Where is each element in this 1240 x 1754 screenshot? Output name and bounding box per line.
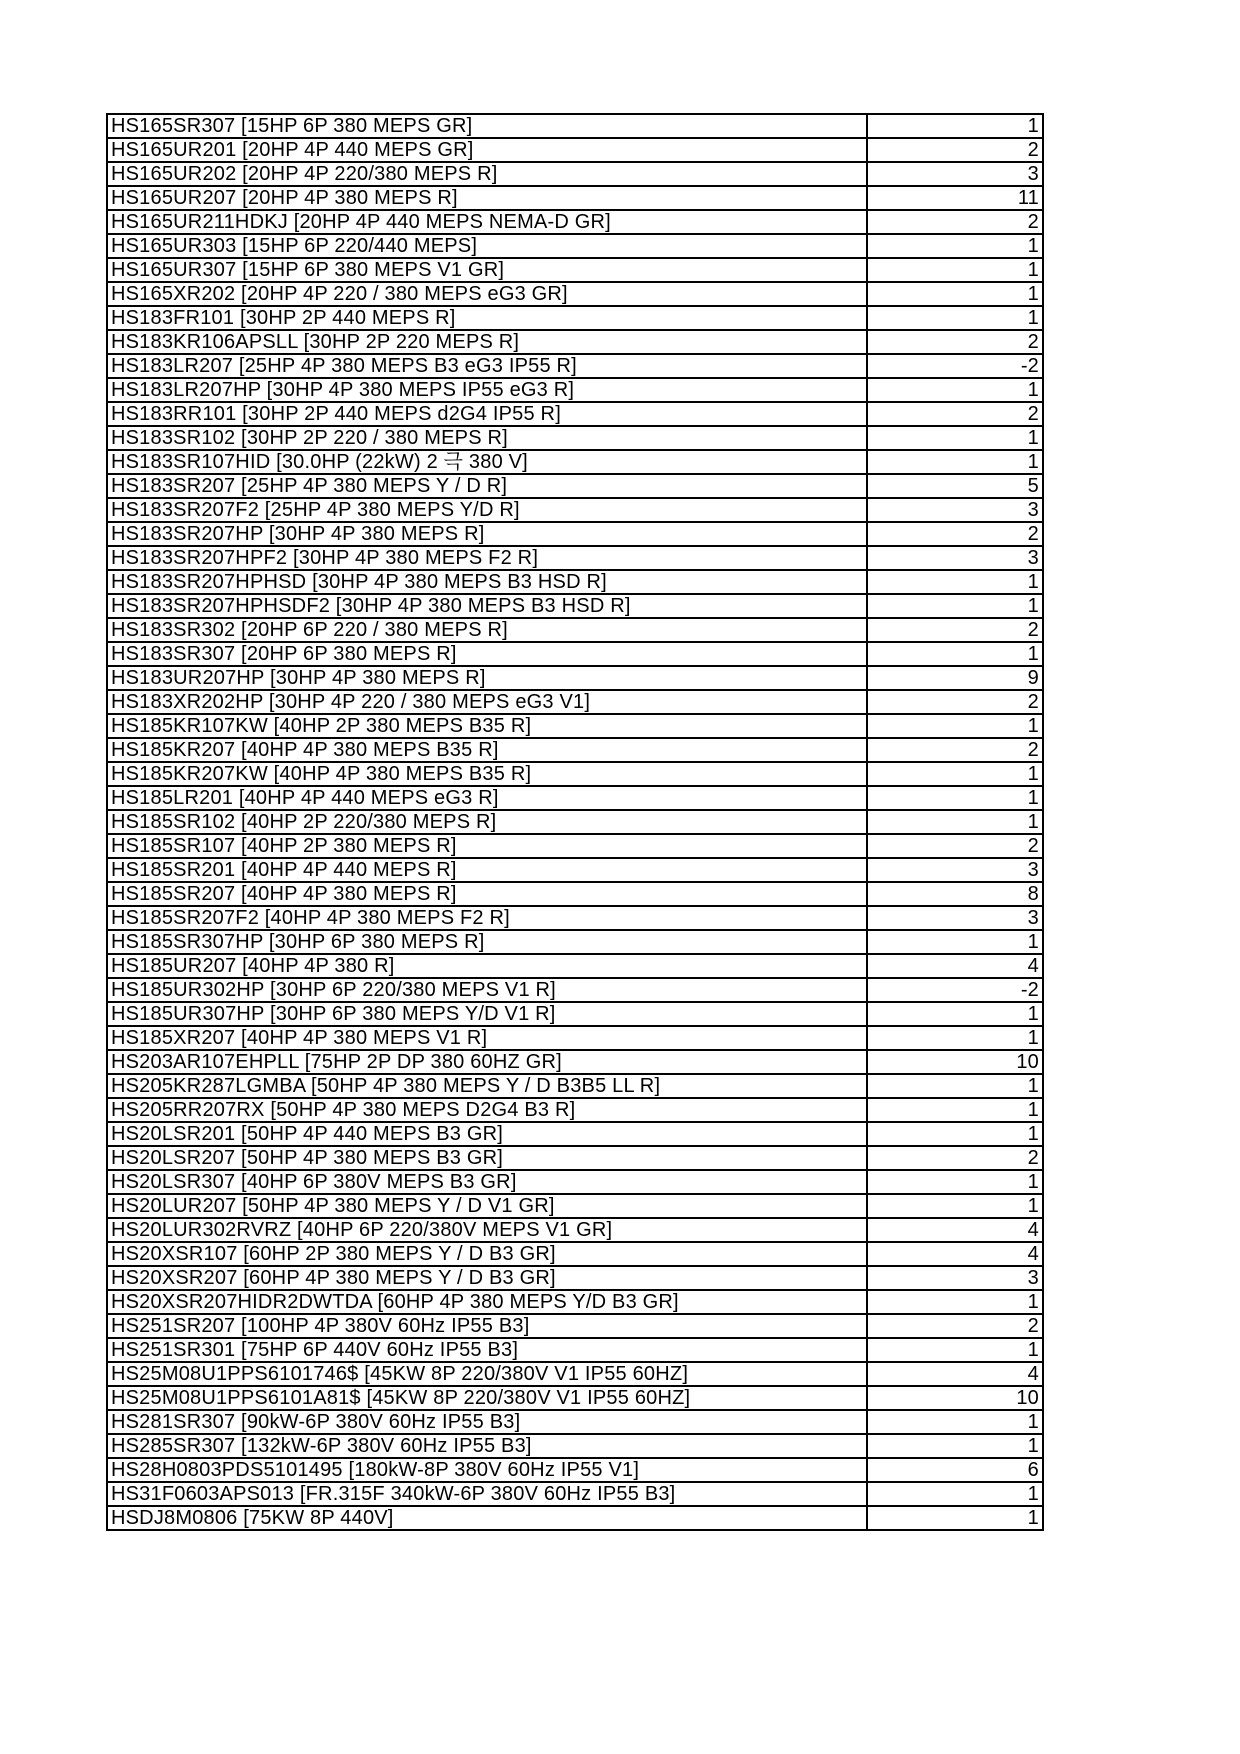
quantity-cell: 3	[867, 498, 1043, 522]
item-description-cell: HS183LR207HP [30HP 4P 380 MEPS IP55 eG3 R]	[107, 378, 867, 402]
item-description-cell: HS203AR107EHPLL [75HP 2P DP 380 60HZ GR]	[107, 1050, 867, 1074]
table-row	[107, 714, 1043, 738]
quantity-cell: 1	[867, 378, 1043, 402]
item-description-cell: HSDJ8M0806 [75KW 8P 440V]	[107, 1506, 867, 1530]
table-row	[107, 1506, 1043, 1530]
table-row	[107, 1386, 1043, 1410]
table-row	[107, 1074, 1043, 1098]
quantity-cell: 1	[867, 810, 1043, 834]
quantity-cell: 2	[867, 210, 1043, 234]
quantity-cell: 2	[867, 690, 1043, 714]
quantity-cell: 3	[867, 162, 1043, 186]
item-description-cell: HS183SR207 [25HP 4P 380 MEPS Y / D R]	[107, 474, 867, 498]
quantity-cell: 1	[867, 114, 1043, 138]
table-row	[107, 1482, 1043, 1506]
item-description-cell: HS251SR301 [75HP 6P 440V 60Hz IP55 B3]	[107, 1338, 867, 1362]
item-description-cell: HS183SR207HPHSDF2 [30HP 4P 380 MEPS B3 HSD R]	[107, 594, 867, 618]
table-row	[107, 618, 1043, 642]
quantity-cell: 2	[867, 738, 1043, 762]
table-row	[107, 498, 1043, 522]
item-description-cell: HS25M08U1PPS6101746$ [45KW 8P 220/380V V1 IP55 60HZ]	[107, 1362, 867, 1386]
quantity-cell: 5	[867, 474, 1043, 498]
item-description-cell: HS185XR207 [40HP 4P 380 MEPS V1 R]	[107, 1026, 867, 1050]
quantity-cell: -2	[867, 978, 1043, 1002]
table-row	[107, 426, 1043, 450]
quantity-cell: 2	[867, 1314, 1043, 1338]
quantity-cell: 1	[867, 762, 1043, 786]
quantity-cell: 4	[867, 954, 1043, 978]
quantity-cell: 1	[867, 1482, 1043, 1506]
item-description-cell: HS183KR106APSLL [30HP 2P 220 MEPS R]	[107, 330, 867, 354]
quantity-cell: 1	[867, 1074, 1043, 1098]
table-row	[107, 738, 1043, 762]
item-description-cell: HS185UR307HP [30HP 6P 380 MEPS Y/D V1 R]	[107, 1002, 867, 1026]
quantity-cell: 10	[867, 1386, 1043, 1410]
table-row	[107, 522, 1043, 546]
quantity-cell: 3	[867, 858, 1043, 882]
quantity-cell: 2	[867, 1146, 1043, 1170]
item-description-cell: HS185UR302HP [30HP 6P 220/380 MEPS V1 R]	[107, 978, 867, 1002]
quantity-cell: 1	[867, 642, 1043, 666]
table-row	[107, 1434, 1043, 1458]
item-description-cell: HS205RR207RX [50HP 4P 380 MEPS D2G4 B3 R]	[107, 1098, 867, 1122]
table-row	[107, 234, 1043, 258]
item-description-cell: HS183SR102 [30HP 2P 220 / 380 MEPS R]	[107, 426, 867, 450]
item-description-cell: HS185SR307HP [30HP 6P 380 MEPS R]	[107, 930, 867, 954]
table-row	[107, 594, 1043, 618]
table-row	[107, 1098, 1043, 1122]
table-row	[107, 1170, 1043, 1194]
item-description-cell: HS31F0603APS013 [FR.315F 340kW-6P 380V 60Hz IP55 B3]	[107, 1482, 867, 1506]
table-row	[107, 666, 1043, 690]
item-description-cell: HS285SR307 [132kW-6P 380V 60Hz IP55 B3]	[107, 1434, 867, 1458]
item-description-cell: HS185SR207F2 [40HP 4P 380 MEPS F2 R]	[107, 906, 867, 930]
table-row	[107, 1290, 1043, 1314]
quantity-cell: 2	[867, 138, 1043, 162]
quantity-cell: 1	[867, 426, 1043, 450]
quantity-cell: 1	[867, 1098, 1043, 1122]
table-row	[107, 1266, 1043, 1290]
table-row	[107, 810, 1043, 834]
table-row	[107, 1218, 1043, 1242]
quantity-cell: -2	[867, 354, 1043, 378]
item-description-cell: HS165UR307 [15HP 6P 380 MEPS V1 GR]	[107, 258, 867, 282]
table-row	[107, 1002, 1043, 1026]
item-description-cell: HS185KR107KW [40HP 2P 380 MEPS B35 R]	[107, 714, 867, 738]
quantity-cell: 1	[867, 1026, 1043, 1050]
item-description-cell: HS183SR207F2 [25HP 4P 380 MEPS Y/D R]	[107, 498, 867, 522]
quantity-cell: 1	[867, 930, 1043, 954]
quantity-cell: 1	[867, 1170, 1043, 1194]
quantity-cell: 1	[867, 1290, 1043, 1314]
table-row	[107, 1362, 1043, 1386]
item-description-cell: HS183SR107HID [30.0HP (22kW) 2 극 380 V]	[107, 450, 867, 474]
table-row	[107, 1314, 1043, 1338]
item-description-cell: HS183RR101 [30HP 2P 440 MEPS d2G4 IP55 R]	[107, 402, 867, 426]
table-row	[107, 882, 1043, 906]
table-row	[107, 378, 1043, 402]
quantity-cell: 1	[867, 234, 1043, 258]
item-description-cell: HS20LSR201 [50HP 4P 440 MEPS B3 GR]	[107, 1122, 867, 1146]
quantity-cell: 1	[867, 594, 1043, 618]
quantity-cell: 1	[867, 306, 1043, 330]
quantity-cell: 1	[867, 570, 1043, 594]
table-row	[107, 282, 1043, 306]
item-description-cell: HS20LSR307 [40HP 6P 380V MEPS B3 GR]	[107, 1170, 867, 1194]
item-description-cell: HS25M08U1PPS6101A81$ [45KW 8P 220/380V V1 IP55 60HZ]	[107, 1386, 867, 1410]
table-row	[107, 786, 1043, 810]
item-description-cell: HS183LR207 [25HP 4P 380 MEPS B3 eG3 IP55 R]	[107, 354, 867, 378]
table-row	[107, 210, 1043, 234]
table-row	[107, 1458, 1043, 1482]
item-description-cell: HS183XR202HP [30HP 4P 220 / 380 MEPS eG3 V1]	[107, 690, 867, 714]
table-row	[107, 1050, 1043, 1074]
quantity-cell: 8	[867, 882, 1043, 906]
table-row	[107, 306, 1043, 330]
table-row	[107, 1410, 1043, 1434]
item-description-cell: HS28H0803PDS5101495 [180kW-8P 380V 60Hz IP55 V1]	[107, 1458, 867, 1482]
item-description-cell: HS185KR207 [40HP 4P 380 MEPS B35 R]	[107, 738, 867, 762]
item-description-cell: HS165UR202 [20HP 4P 220/380 MEPS R]	[107, 162, 867, 186]
quantity-cell: 1	[867, 282, 1043, 306]
inventory-table-body	[107, 114, 1043, 1530]
table-row	[107, 642, 1043, 666]
table-row	[107, 690, 1043, 714]
table-row	[107, 354, 1043, 378]
item-description-cell: HS185LR201 [40HP 4P 440 MEPS eG3 R]	[107, 786, 867, 810]
table-row	[107, 762, 1043, 786]
table-row	[107, 906, 1043, 930]
table-row	[107, 162, 1043, 186]
item-description-cell: HS205KR287LGMBA [50HP 4P 380 MEPS Y / D B3B5 LL R]	[107, 1074, 867, 1098]
table-row	[107, 114, 1043, 138]
quantity-cell: 9	[867, 666, 1043, 690]
item-description-cell: HS183SR302 [20HP 6P 220 / 380 MEPS R]	[107, 618, 867, 642]
quantity-cell: 1	[867, 1506, 1043, 1530]
quantity-cell: 1	[867, 258, 1043, 282]
table-row	[107, 1242, 1043, 1266]
item-description-cell: HS183SR207HPF2 [30HP 4P 380 MEPS F2 R]	[107, 546, 867, 570]
table-row	[107, 1122, 1043, 1146]
quantity-cell: 1	[867, 450, 1043, 474]
quantity-cell: 4	[867, 1242, 1043, 1266]
table-row	[107, 1026, 1043, 1050]
item-description-cell: HS20LSR207 [50HP 4P 380 MEPS B3 GR]	[107, 1146, 867, 1170]
table-row	[107, 1194, 1043, 1218]
quantity-cell: 4	[867, 1218, 1043, 1242]
table-row	[107, 978, 1043, 1002]
item-description-cell: HS165UR201 [20HP 4P 440 MEPS GR]	[107, 138, 867, 162]
item-description-cell: HS251SR207 [100HP 4P 380V 60Hz IP55 B3]	[107, 1314, 867, 1338]
item-description-cell: HS183SR307 [20HP 6P 380 MEPS R]	[107, 642, 867, 666]
quantity-cell: 1	[867, 786, 1043, 810]
quantity-cell: 4	[867, 1362, 1043, 1386]
quantity-cell: 1	[867, 1194, 1043, 1218]
quantity-cell: 2	[867, 522, 1043, 546]
quantity-cell: 3	[867, 546, 1043, 570]
item-description-cell: HS183SR207HP [30HP 4P 380 MEPS R]	[107, 522, 867, 546]
quantity-cell: 3	[867, 1266, 1043, 1290]
table-row	[107, 954, 1043, 978]
table-row	[107, 930, 1043, 954]
quantity-cell: 2	[867, 618, 1043, 642]
item-description-cell: HS20LUR207 [50HP 4P 380 MEPS Y / D V1 GR]	[107, 1194, 867, 1218]
item-description-cell: HS20XSR207HIDR2DWTDA [60HP 4P 380 MEPS Y/D B3 GR]	[107, 1290, 867, 1314]
quantity-cell: 1	[867, 1122, 1043, 1146]
item-description-cell: HS165UR303 [15HP 6P 220/440 MEPS]	[107, 234, 867, 258]
table-row	[107, 858, 1043, 882]
item-description-cell: HS185SR107 [40HP 2P 380 MEPS R]	[107, 834, 867, 858]
item-description-cell: HS165UR207 [20HP 4P 380 MEPS R]	[107, 186, 867, 210]
table-row	[107, 138, 1043, 162]
item-description-cell: HS185SR207 [40HP 4P 380 MEPS R]	[107, 882, 867, 906]
quantity-cell: 11	[867, 186, 1043, 210]
item-description-cell: HS183SR207HPHSD [30HP 4P 380 MEPS B3 HSD R]	[107, 570, 867, 594]
quantity-cell: 1	[867, 1002, 1043, 1026]
quantity-cell: 1	[867, 1410, 1043, 1434]
item-description-cell: HS185KR207KW [40HP 4P 380 MEPS B35 R]	[107, 762, 867, 786]
table-row	[107, 834, 1043, 858]
table-row	[107, 546, 1043, 570]
table-row	[107, 450, 1043, 474]
quantity-cell: 2	[867, 834, 1043, 858]
table-row	[107, 1338, 1043, 1362]
quantity-cell: 3	[867, 906, 1043, 930]
item-description-cell: HS20XSR207 [60HP 4P 380 MEPS Y / D B3 GR]	[107, 1266, 867, 1290]
item-description-cell: HS281SR307 [90kW-6P 380V 60Hz IP55 B3]	[107, 1410, 867, 1434]
item-description-cell: HS185SR201 [40HP 4P 440 MEPS R]	[107, 858, 867, 882]
item-description-cell: HS165UR211HDKJ [20HP 4P 440 MEPS NEMA-D GR]	[107, 210, 867, 234]
item-description-cell: HS185SR102 [40HP 2P 220/380 MEPS R]	[107, 810, 867, 834]
table-row	[107, 1146, 1043, 1170]
quantity-cell: 1	[867, 1434, 1043, 1458]
item-description-cell: HS165XR202 [20HP 4P 220 / 380 MEPS eG3 GR]	[107, 282, 867, 306]
quantity-cell: 1	[867, 1338, 1043, 1362]
item-description-cell: HS185UR207 [40HP 4P 380 R]	[107, 954, 867, 978]
item-description-cell: HS20LUR302RVRZ [40HP 6P 220/380V MEPS V1 GR]	[107, 1218, 867, 1242]
table-row	[107, 186, 1043, 210]
table-row	[107, 258, 1043, 282]
item-description-cell: HS183UR207HP [30HP 4P 380 MEPS R]	[107, 666, 867, 690]
quantity-cell: 1	[867, 714, 1043, 738]
quantity-cell: 2	[867, 402, 1043, 426]
table-row	[107, 570, 1043, 594]
item-description-cell: HS20XSR107 [60HP 2P 380 MEPS Y / D B3 GR]	[107, 1242, 867, 1266]
quantity-cell: 2	[867, 330, 1043, 354]
quantity-cell: 10	[867, 1050, 1043, 1074]
inventory-table	[106, 113, 1044, 1531]
table-row	[107, 330, 1043, 354]
table-row	[107, 402, 1043, 426]
quantity-cell: 6	[867, 1458, 1043, 1482]
item-description-cell: HS183FR101 [30HP 2P 440 MEPS R]	[107, 306, 867, 330]
item-description-cell: HS165SR307 [15HP 6P 380 MEPS GR]	[107, 114, 867, 138]
table-row	[107, 474, 1043, 498]
